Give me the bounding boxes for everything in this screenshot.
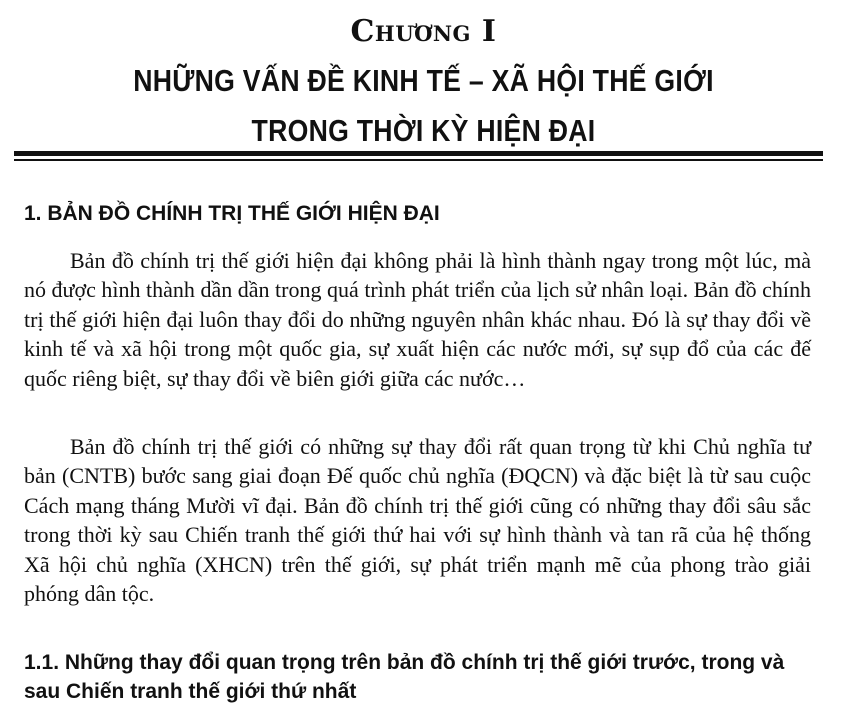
title-divider-thick xyxy=(14,151,823,156)
chapter-label: Chương I xyxy=(350,14,497,49)
subsection-heading: 1.1. Những thay đổi quan trọng trên bản đồ chính trị thế giới trước, trong và sau Chiến tranh thế giới thứ nhất xyxy=(24,651,785,703)
section-heading: 1. BẢN ĐỒ CHÍNH TRỊ THẾ GIỚI HIỆN ĐẠI xyxy=(24,202,440,225)
title-divider-thin xyxy=(14,159,823,161)
body-paragraph-1: Bản đồ chính trị thế giới hiện đại không phải là hình thành ngay trong một lúc, mà nó được hình thành dần dần trong quá trình phát triển của lịch sử nhân loại. Bản đồ chính trị thế giới hiện đại luôn thay đổi do những nguyên nhân khác nhau. Đó là sự thay đổi về kinh tế và xã hội trong một quốc gia, sự xuất hiện các nước mới, sự sụp đổ của các đế quốc riêng biệt, sự thay đổi về biên giới giữa các nước… xyxy=(24,248,811,391)
chapter-title-line-2: TRONG THỜI KỲ HIỆN ĐẠI xyxy=(251,113,596,148)
chapter-title-line-1: NHỮNG VẤN ĐỀ KINH TẾ – XÃ HỘI THẾ GIỚI xyxy=(133,63,714,98)
body-paragraph-2: Bản đồ chính trị thế giới có những sự thay đổi rất quan trọng từ khi Chủ nghĩa tư bản (CNTB) bước sang giai đoạn Đế quốc chủ nghĩa (ĐQCN) và đặc biệt là từ sau cuộc Cách mạng tháng Mười vĩ đại. Bản đồ chính trị thế giới cũng có những thay đổi sâu sắc trong thời kỳ sau Chiến tranh thế giới thứ hai với sự hình thành và tan rã của hệ thống Xã hội chủ nghĩa (XHCN) trên thế giới, sự phát triển mạnh mẽ của phong trào giải phóng dân tộc. xyxy=(24,434,811,607)
